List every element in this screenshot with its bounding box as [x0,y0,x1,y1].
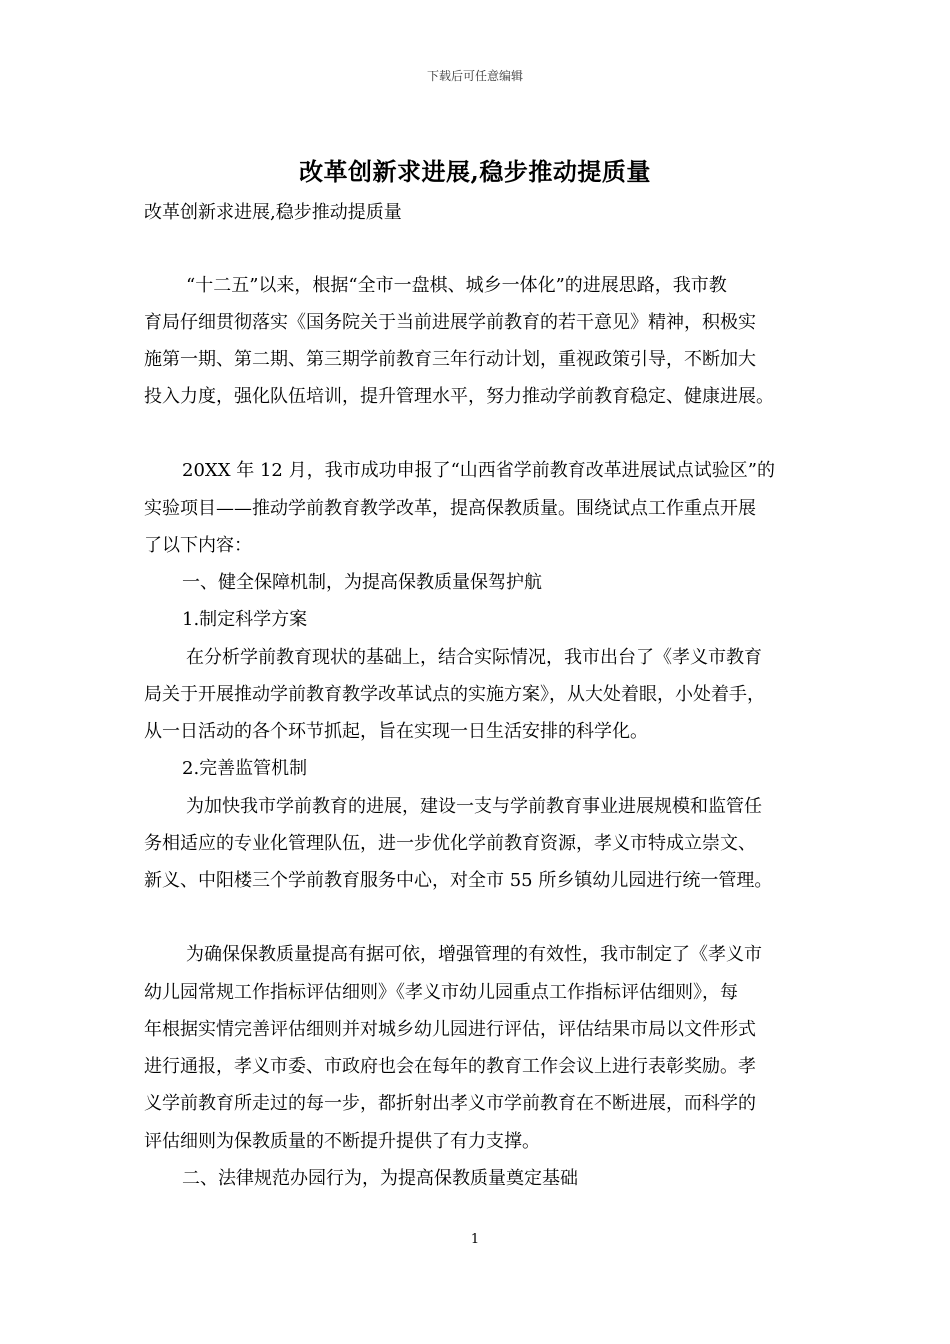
subsection-heading: 2.完善监管机制 [182,758,308,779]
body-line: 在分析学前教育现状的基础上，结合实际情况，我市出台了《孝义市教育 [186,647,762,668]
body-line: 为确保保教质量提高有据可依，增强管理的有效性，我市制定了《孝义市 [186,944,762,965]
body-line: 义学前教育所走过的每一步，都折射出孝义市学前教育在不断进展，而科学的 [144,1093,756,1114]
body-line: 从一日活动的各个环节抓起，旨在实现一日生活安排的科学化。 [144,721,648,742]
body-line: 了以下内容： [144,535,252,556]
section-heading: 二、法律规范办园行为，为提高保教质量奠定基础 [182,1168,578,1189]
body-line: 评估细则为保教质量的不断提升提供了有力支撑。 [144,1131,540,1152]
document-title: 改革创新求进展,稳步推动提质量 [299,157,651,186]
page-number: 1 [470,1232,480,1247]
body-line: 务相适应的专业化管理队伍，进一步优化学前教育资源，孝义市特成立崇文、 [144,833,756,854]
body-line: 施第一期、第二期、第三期学前教育三年行动计划，重视政策引导，不断加大 [144,349,756,370]
body-line: 新义、中阳楼三个学前教育服务中心，对全市 55 所乡镇幼儿园进行统一管理。 [144,870,773,891]
body-line: 幼儿园常规工作指标评估细则》《孝义市幼儿园重点工作指标评估细则》，每 [144,982,738,1003]
body-line: 育局仔细贯彻落实《国务院关于当前进展学前教育的若干意见》精神，积极实 [144,312,756,333]
body-line: 为加快我市学前教育的进展，建设一支与学前教育事业进展规模和监管任 [186,796,762,817]
subsection-heading: 1.制定科学方案 [182,609,308,630]
body-line: 年根据实情完善评估细则并对城乡幼儿园进行评估，评估结果市局以文件形式 [144,1019,756,1040]
section-heading: 一、健全保障机制，为提高保教质量保驾护航 [182,572,542,593]
body-line: 进行通报，孝义市委、市政府也会在每年的教育工作会议上进行表彰奖励。孝 [144,1056,756,1077]
body-line: 局关于开展推动学前教育教学改革试点的实施方案》，从大处着眼，小处着手， [144,684,765,705]
body-line: 实验项目——推动学前教育教学改革，提高保教质量。围绕试点工作重点开展 [144,498,756,519]
header-note: 下载后可任意编辑 [426,69,523,83]
body-line: 改革创新求进展,稳步推动提质量 [144,202,402,223]
body-line: 20XX 年 12 月，我市成功申报了“山西省学前教育改革进展试点试验区”的 [182,460,776,481]
body-line: 投入力度，强化队伍培训，提升管理水平，努力推动学前教育稳定、健康进展。 [144,386,774,407]
body-line: “十二五”以来，根据“全市一盘棋、城乡一体化”的进展思路，我市教 [186,275,727,296]
